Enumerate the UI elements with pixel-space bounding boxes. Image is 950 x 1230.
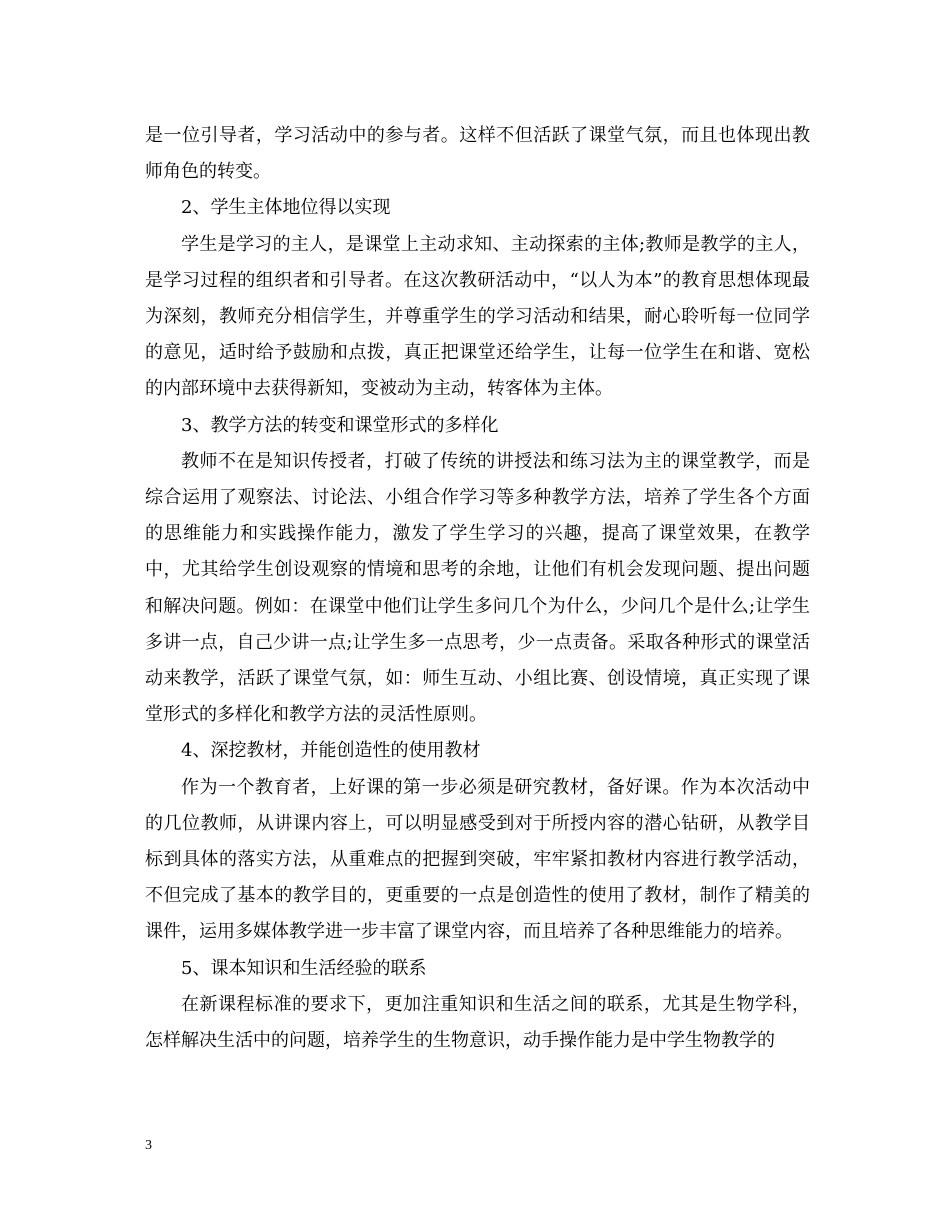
section-heading-4: 4、深挖教材，并能创造性的使用教材 [181,740,481,762]
section-heading-5: 5、课本知识和生活经验的联系 [181,957,427,979]
section-heading-3: 3、教学方法的转变和课堂形式的多样化 [181,414,499,436]
page-number: 3 [145,1138,152,1153]
paragraph-life-connection: 在新课程标准的要求下，更加注重知识和生活之间的联系，尤其是生物学科，怎样解决生活中的问题，培养学生的生物意识，动手操作能力是中学生物教学的 [145,993,810,1052]
section-heading-2: 2、学生主体地位得以实现 [181,197,391,219]
paragraph-continuation: 是一位引导者，学习活动中的参与者。这样不但活跃了课堂气氛，而且也体现出教师角色的转变。 [145,125,810,183]
document-body [145,118,810,1059]
paragraph-student-subject: 学生是学习的主人，是课堂上主动求知、主动探索的主体;教师是教学的主人，是学习过程的组织者和引导者。在这次教研活动中，“以人为本”的教育思想体现最为深刻，教师充分相信学生，并尊重学生的学习活动和结果，耐心聆听每一位同学的意见，适时给予鼓励和点拨，真正把课堂还给学生，让每一位学生在和谐、宽松的内部环境中去获得新知，变被动为主动，转客体为主体。 [145,233,810,400]
paragraph-teaching-methods: 教师不在是知识传授者，打破了传统的讲授法和练习法为主的课堂教学，而是综合运用了观察法、讨论法、小组合作学习等多种教学方法，培养了学生各个方面的思维能力和实践操作能力，激发了学生学习的兴趣，提高了课堂效果，在教学中，尤其给学生创设观察的情境和思考的余地，让他们有机会发现问题、提出问题和解决问题。例如：在课堂中他们让学生多问几个为什么，少问几个是什么;让学生多讲一点，自己少讲一点;让学生多一点思考，少一点责备。采取各种形式的课堂活动来教学，活跃了课堂气氛，如：师生互动、小组比赛、创设情境，真正实现了课堂形式的多样化和教学方法的灵活性原则。 [145,450,810,726]
paragraph-textbook-use: 作为一个教育者，上好课的第一步必须是研究教材，备好课。作为本次活动中的几位教师，从讲课内容上，可以明显感受到对于所授内容的潜心钻研，从教学目标到具体的落实方法，从重难点的把握到突破，牢牢紧扣教材内容进行教学活动，不但完成了基本的教学目的，更重要的一点是创造性的使用了教材，制作了精美的课件，运用多媒体教学进一步丰富了课堂内容，而且培养了各种思维能力的培养。 [145,776,810,943]
